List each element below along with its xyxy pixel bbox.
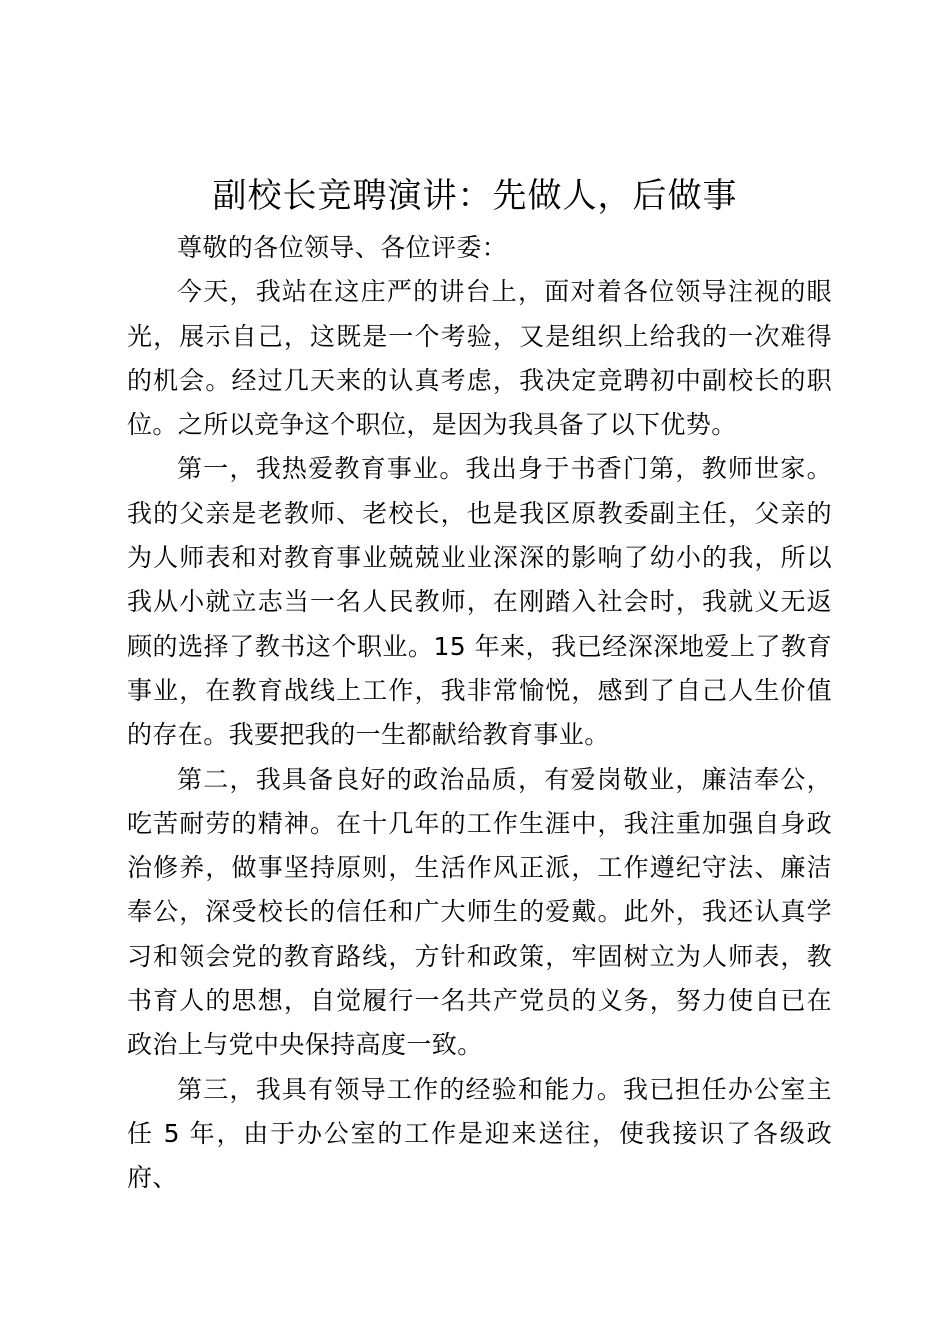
first-point-paragraph: 第一，我热爱教育事业。我出身于书香门第，教师世家。我的父亲是老教师、老校长，也是我区原教委副主任，父亲的为人师表和对教育事业兢兢业业深深的影响了幼小的我，所以我从小就立志当一名人民教师，在刚踏入社会时，我就义无返顾的选择了教书这个职业。15 年来，我已经深深地爱上了教育事业，在教育战线上工作，我非常愉悦，感到了自己人生价值的存在。我要把我的一生都献给教育事业。 xyxy=(127,454,832,750)
salutation-paragraph: 尊敬的各位领导、各位评委： xyxy=(177,233,508,262)
document-body xyxy=(127,226,832,1201)
document-title: 副校长竞聘演讲：先做人，后做事 xyxy=(212,176,738,216)
second-point-paragraph: 第二，我具备良好的政治品质，有爱岗敬业，廉洁奉公，吃苦耐劳的精神。在十几年的工作生涯中，我注重加强自身政治修养，做事坚持原则，生活作风正派，工作遵纪守法、廉洁奉公，深受校长的信任和广大师生的爱戴。此外，我还认真学习和领会党的教育路线，方针和政策，牢固树立为人师表，教书育人的思想，自觉履行一名共产党员的义务，努力使自已在政治上与党中央保持高度一致。 xyxy=(127,764,832,1060)
intro-paragraph: 今天，我站在这庄严的讲台上，面对着各位领导注视的眼光，展示自己，这既是一个考验，又是组织上给我的一次难得的机会。经过几天来的认真考虑，我决定竞聘初中副校长的职位。之所以竞争这个职位，是因为我具备了以下优势。 xyxy=(127,277,832,440)
third-point-paragraph: 第三，我具有领导工作的经验和能力。我已担任办公室主任 5 年，由于办公室的工作是迎来送往，使我接识了各级政府、 xyxy=(127,1074,832,1193)
